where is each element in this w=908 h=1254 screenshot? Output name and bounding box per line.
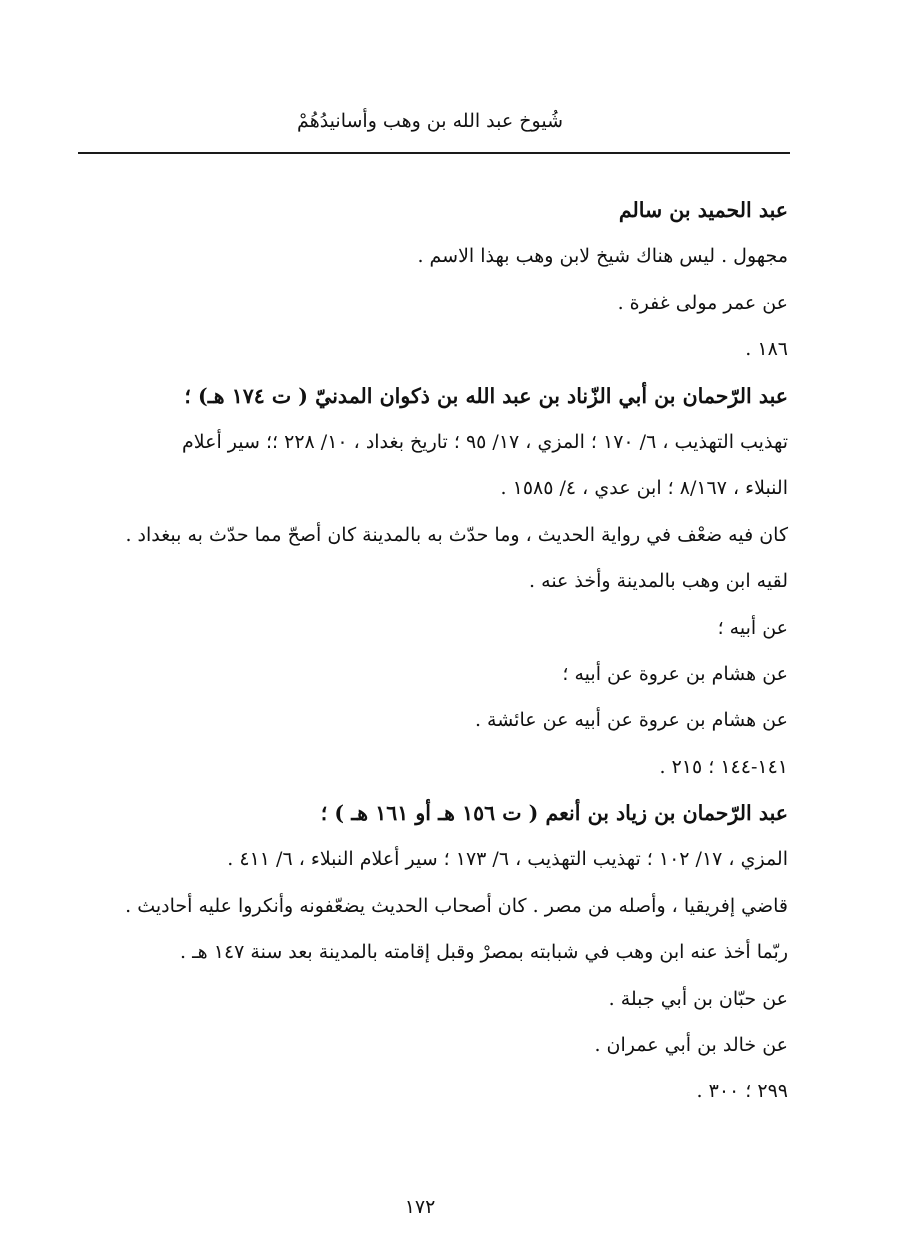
text-line: عن عمر مولى غفرة . bbox=[617, 291, 788, 314]
text-line: كان فيه ضعْف في رواية الحديث ، وما حدّث به بالمدينة كان أصحّ مما حدّث به ببغداد . bbox=[125, 523, 788, 546]
header-rule bbox=[78, 152, 790, 154]
entry-heading: عبد الرّحمان بن زياد بن أنعم ( ت ١٥٦ هـ أو ١٦١ هـ ) ؛ bbox=[320, 801, 788, 826]
text-line: عن هشام بن عروة عن أبيه عن عائشة . bbox=[474, 709, 788, 732]
text-line: مجهول . ليس هناك شيخ لابن وهب بهذا الاسم . bbox=[417, 245, 788, 268]
reference-numbers: ١٨٦ . bbox=[745, 338, 788, 361]
text-line: عن حبّان بن أبي جبلة . bbox=[608, 987, 788, 1010]
text-line: لقيه ابن وهب بالمدينة وأخذ عنه . bbox=[529, 570, 788, 593]
text-line: المزي ، ١٧/ ١٠٢ ؛ تهذيب التهذيب ، ٦/ ١٧٣ ؛ سير أعلام النبلاء ، ٦/ ٤١١ . bbox=[227, 848, 788, 871]
text-line: ربّما أخذ عنه ابن وهب في شبابته بمصرْ وقبل إقامته بالمدينة بعد سنة ١٤٧ هـ . bbox=[180, 941, 788, 964]
text-line: عن خالد بن أبي عمران . bbox=[594, 1034, 788, 1057]
text-line: قاضي إفريقيا ، وأصله من مصر . كان أصحاب الحديث يضعّفونه وأنكروا عليه أحاديث . bbox=[125, 894, 788, 917]
running-header: شُيوخ عبد الله بن وهب وأسانيدُهُمْ bbox=[297, 110, 563, 132]
entry-heading: عبد الرّحمان بن أبي الزّناد بن عبد الله بن ذكوان المدنيّ ( ت ١٧٤ هـ) ؛ bbox=[184, 383, 788, 408]
text-line: تهذيب التهذيب ، ٦/ ١٧٠ ؛ المزي ، ١٧/ ٩٥ ؛ تاريخ بغداد ، ١٠/ ٢٢٨ ؛؛ سير أعلام bbox=[182, 430, 788, 453]
reference-numbers: ٢٩٩ ؛ ٣٠٠ . bbox=[696, 1080, 788, 1103]
text-line: عن هشام بن عروة عن أبيه ؛ bbox=[562, 662, 788, 685]
reference-numbers: ١٤١-١٤٤ ؛ ٢١٥ . bbox=[659, 755, 788, 778]
page-body bbox=[88, 195, 788, 1123]
text-line: النبلاء ، ٨/١٦٧ ؛ ابن عدي ، ٤/ ١٥٨٥ . bbox=[500, 477, 788, 500]
text-line: عن أبيه ؛ bbox=[717, 616, 788, 639]
page-number: ١٧٢ bbox=[404, 1196, 436, 1218]
entry-heading: عبد الحميد بن سالم bbox=[618, 198, 788, 222]
